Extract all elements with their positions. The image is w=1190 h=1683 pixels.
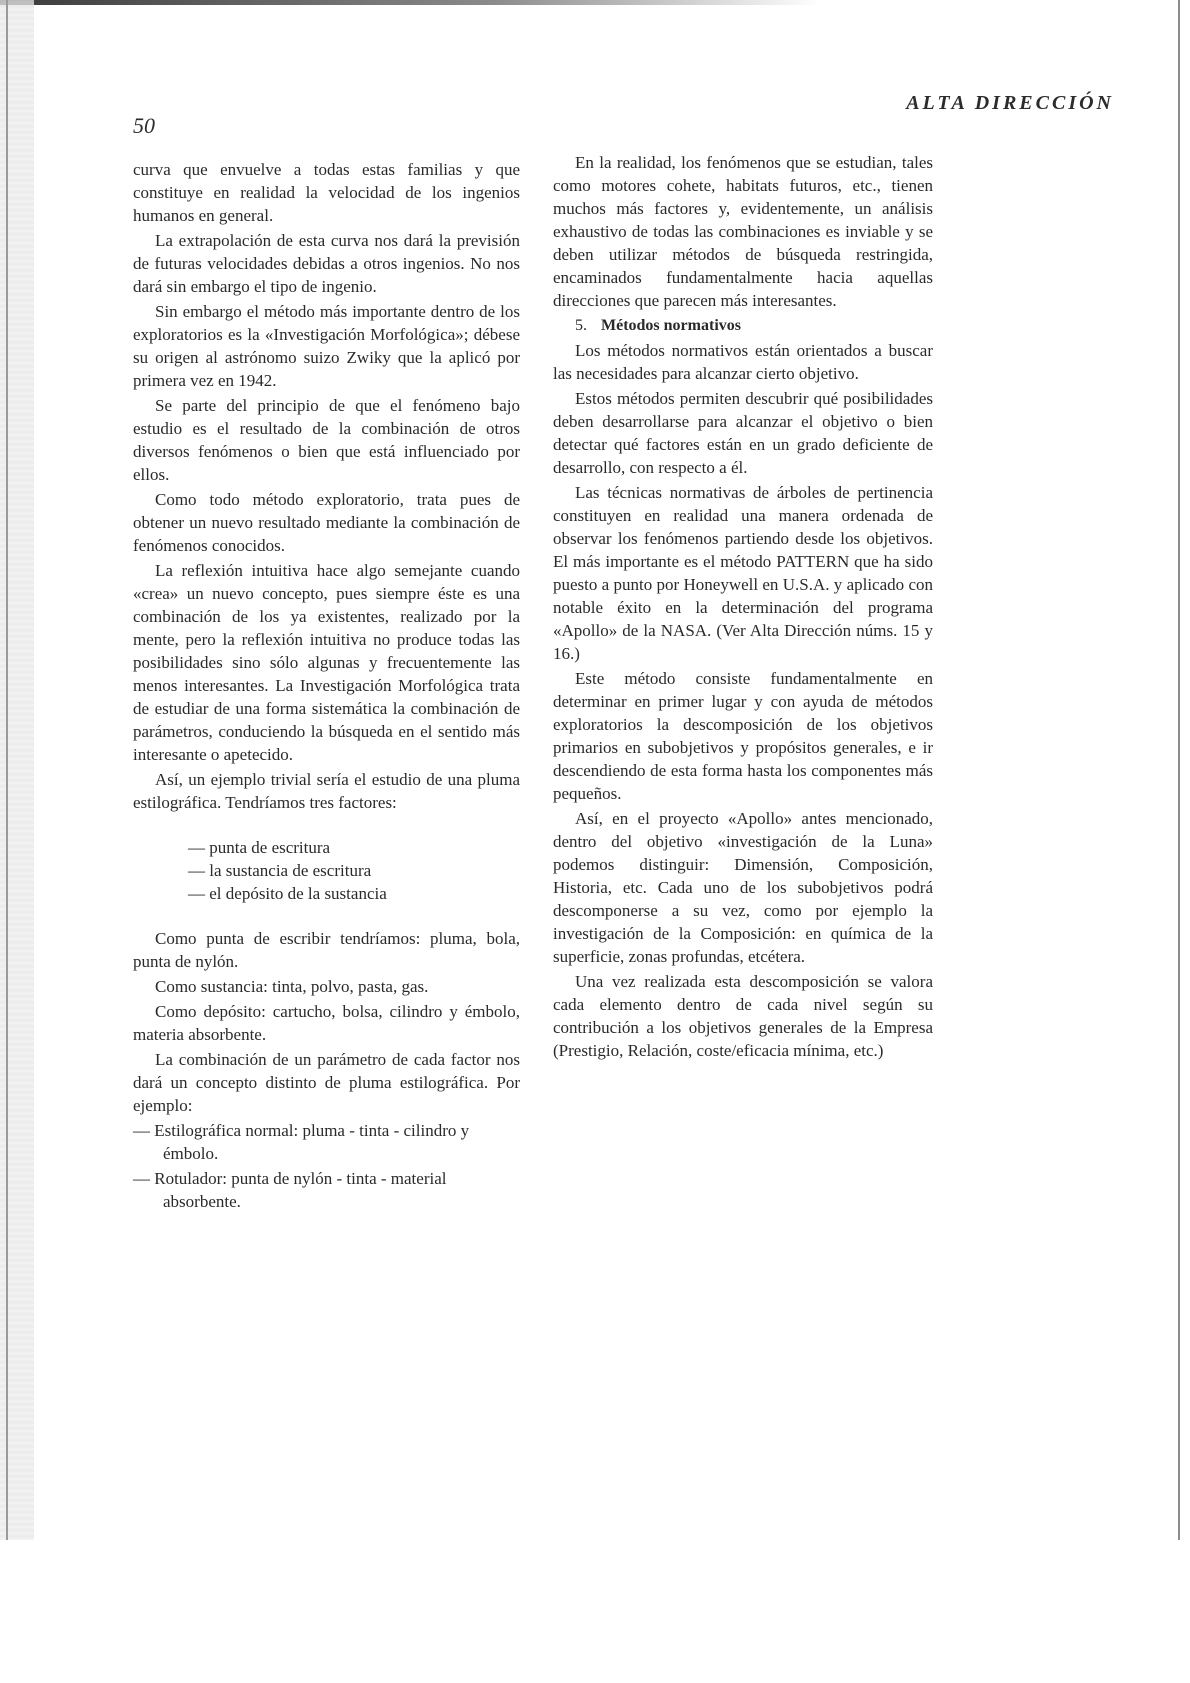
paragraph: Así, en el proyecto «Apollo» antes mencionado, dentro del objetivo «investigación de la Luna» podemos distinguir: Dimensión, Composición, Historia, etc. Cada uno de los subobjetivos podrá descomponerse a su vez, como por ejemplo la investigación de la Composición: en química de la superficie, zonas profundas, etcétera.	[553, 809, 933, 966]
section-number: 5.	[575, 317, 587, 334]
paragraph: Como punta de escribir tendríamos: pluma, bola, punta de nylón.	[133, 929, 520, 971]
paragraph: curva que envuelve a todas estas familias y que constituye en realidad la velocidad de los ingenios humanos en general.	[133, 160, 520, 225]
paragraph: Como sustancia: tinta, polvo, pasta, gas.	[155, 977, 429, 996]
paragraph: Los métodos normativos están orientados a buscar las necesidades para alcanzar cierto objetivo.	[553, 341, 933, 383]
paragraph: Sin embargo el método más importante dentro de los exploratorios es la «Investigación Morfológica»; débese su origen al astrónomo suizo Zwiky que la aplicó por primera vez en 1942.	[133, 302, 520, 390]
paragraph: La extrapolación de esta curva nos dará la previsión de futuras velocidades debidas a otros ingenios. No nos dará sin embargo el tipo de ingenio.	[133, 231, 520, 296]
scan-left-edge-line	[6, 0, 8, 1540]
scan-top-edge	[0, 0, 820, 5]
section-title: Métodos normativos	[601, 317, 741, 334]
running-head: ALTA DIRECCIÓN	[906, 92, 1114, 114]
paragraph: Como todo método exploratorio, trata pues de obtener un nuevo resultado mediante la combinación de fenómenos conocidos.	[133, 490, 520, 555]
paragraph: En la realidad, los fenómenos que se estudian, tales como motores cohete, habitats futuros, etc., tienen muchos más factores y, evidentemente, un análisis exhaustivo de todas las combinaciones es inviable y se deben utilizar métodos de búsqueda restringida, encaminados fundamentalmente hacia aquellas direcciones que parecen más interesantes.	[553, 153, 933, 310]
list-item: — el depósito de la sustancia	[188, 884, 387, 903]
paragraph: Las técnicas normativas de árboles de pertinencia constituyen en realidad una manera ordenada de observar los fenómenos partiendo desde los objetivos. El más importante es el método PATTERN que ha sido puesto a punto por Honeywell en U.S.A. y aplicado con notable éxito en la determinación del programa «Apollo» de la NASA. (Ver Alta Dirección núms. 15 y 16.)	[553, 483, 933, 663]
scan-right-edge-line	[1178, 0, 1180, 1540]
section-heading	[553, 314, 933, 337]
paragraph: La reflexión intuitiva hace algo semejante cuando «crea» un nuevo concepto, pues siempre éste es una combinación de los ya existentes, realizado por la mente, pero la reflexión intuitiva no produce todas las posibilidades sino sólo algunas y frecuentemente las menos interesantes. La Investigación Morfológica trata de estudiar de una forma sistemática la combinación de parámetros, conduciendo la búsqueda en el sentido más interesante o apetecido.	[133, 561, 520, 764]
paragraph: La combinación de un parámetro de cada factor nos dará un concepto distinto de pluma estilográfica. Por ejemplo:	[133, 1050, 520, 1115]
list-item: — la sustancia de escritura	[188, 861, 372, 880]
right-column	[553, 151, 933, 1062]
list-item: — punta de escritura	[188, 838, 331, 857]
factor-list	[188, 836, 520, 905]
paragraph: Una vez realizada esta descomposición se valora cada elemento dentro de cada nivel según su contribución a los objetivos generales de la Empresa (Prestigio, Relación, coste/eficacia mínima, etc.)	[553, 972, 933, 1060]
paragraph: Como depósito: cartucho, bolsa, cilindro y émbolo, materia absorbente.	[133, 1002, 520, 1044]
left-column	[133, 158, 520, 1213]
example-item: — Rotulador: punta de nylón - tinta - material absorbente.	[133, 1169, 447, 1211]
paragraph: Así, un ejemplo trivial sería el estudio de una pluma estilográfica. Tendríamos tres factores:	[133, 770, 520, 812]
paragraph: Este método consiste fundamentalmente en determinar en primer lugar y con ayuda de métodos exploratorios la descomposición de los objetivos primarios en subobjetivos y propósitos generales, e ir descendiendo de esta forma hasta los componentes más pequeños.	[553, 669, 933, 803]
example-item: — Estilográfica normal: pluma - tinta - cilindro y émbolo.	[133, 1121, 470, 1163]
paragraph: Se parte del principio de que el fenómeno bajo estudio es el resultado de la combinación de otros diversos fenómenos o bien que está influenciado por ellos.	[133, 396, 520, 484]
paragraph: Estos métodos permiten descubrir qué posibilidades deben desarrollarse para alcanzar el objetivo o bien detectar qué factores están en un grado deficiente de desarrollo, con respecto a él.	[553, 389, 933, 477]
page-number: 50	[133, 113, 155, 138]
